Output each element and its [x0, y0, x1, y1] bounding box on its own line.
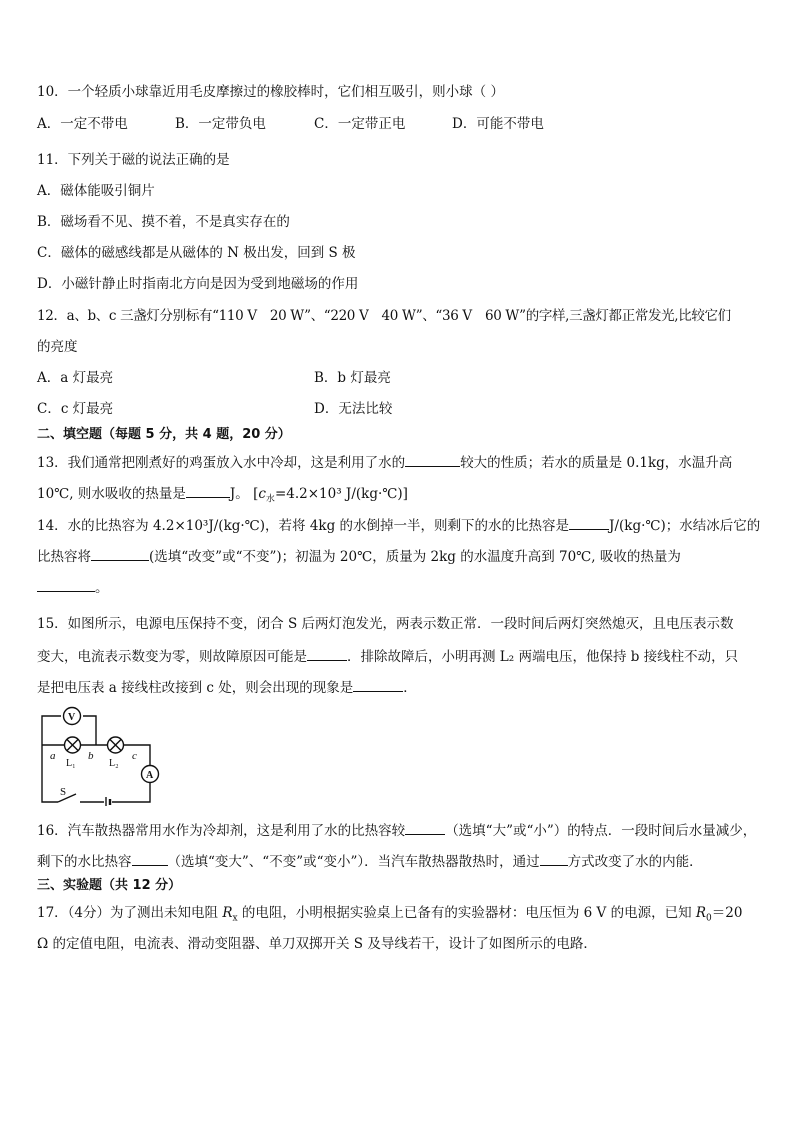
q15-blank-1[interactable]	[307, 646, 347, 661]
terminal-c-label: c	[132, 750, 137, 762]
q14-text-1: 14．水的比热容为 4.2×10³J/(kg·℃)，若将 4kg 的水倒掉一半，则剩下的水的比热容是	[37, 518, 570, 534]
lamp-l1-label: L₁	[66, 758, 76, 769]
right-wire-bottom	[112, 783, 150, 802]
q15-circuit-diagram	[36, 706, 166, 806]
q15-text-2: ．排除故障后，小明再测 L₂ 两端电压，他保持 b 接线柱不动，只	[347, 649, 739, 665]
q17-text-3: ＝20	[711, 905, 743, 921]
q16-blank-3[interactable]	[540, 851, 568, 866]
q11-stem: 11．下列关于磁的说法正确的是	[37, 152, 230, 168]
q11-option-d: D．小磁针静止时指南北方向是因为受到地磁场的作用	[37, 276, 359, 292]
q17-text-1: 17．（4分）为了测出未知电阻	[37, 905, 223, 921]
q10-option-a: A．一定不带电	[37, 116, 128, 132]
q12-option-c: C．c 灯最亮	[37, 401, 114, 417]
q13-text-5: =4.2×10³ J/(kg·℃)]	[274, 486, 408, 502]
q15-blank-2[interactable]	[353, 677, 403, 692]
q14-text-2: J/(kg·℃)；水结冰后它的	[609, 518, 761, 534]
q13-text-3: 10℃, 则水吸收的热量是	[37, 486, 186, 502]
q14-blank-2[interactable]	[91, 546, 149, 561]
q14-line1	[37, 515, 760, 535]
right-wire-top	[124, 745, 150, 765]
q16-text-5: 方式改变了水的内能．	[567, 854, 703, 870]
q14-text-3: 比热容将	[37, 549, 91, 565]
q17-line2: Ω 的定值电阻，电流表、滑动变阻器、单刀双掷开关 S 及导线若干，设计了如图所示的电路．	[37, 936, 597, 952]
q15-line3	[37, 677, 417, 697]
q11-option-a: A．磁体能吸引铜片	[37, 183, 155, 199]
q14-text-4: (选填“改变”或“不变”)；初温为 20℃，质量为 2kg 的水温度升高到 70℃, 吸收的热量为	[149, 549, 681, 565]
q15-text-1: 变大，电流表示数变为零，则故障原因可能是	[37, 649, 307, 665]
q13-c-symbol: c	[258, 486, 266, 502]
q16-text-3: 剩下的水比热容	[37, 854, 132, 870]
q15-text-4: ．	[403, 680, 417, 696]
q17-line1	[37, 904, 742, 928]
lamp-l2-label: L₂	[109, 758, 119, 769]
q17-rx-symbol: R	[222, 905, 233, 921]
section-3-heading: 三、实验题（共 12 分）	[37, 878, 182, 893]
section-2-heading: 二、填空题（每题 5 分，共 4 题，20 分）	[37, 427, 291, 442]
q14-blank-1[interactable]	[569, 515, 609, 530]
q17-r0-sub: 0	[706, 913, 712, 924]
voltmeter-right-wire	[83, 716, 96, 745]
q12-option-b: B．b 灯最亮	[314, 370, 391, 386]
q16-text-1: 16．汽车散热器常用水作为冷却剂，这是利用了水的比热容较	[37, 823, 406, 839]
q11-option-b: B．磁场看不见、摸不着，不是真实存在的	[37, 214, 290, 230]
q12-option-a: A．a 灯最亮	[37, 370, 114, 386]
q16-text-2: （选填“大”或“小”）的特点．一段时间后水量减少，	[445, 823, 757, 839]
q16-text-4: （选填“变大”、“不变”或“变小”）．当汽车散热器散热时，通过	[167, 854, 540, 870]
q10-option-c: C．一定带正电	[314, 116, 406, 132]
q15-text-3: 是把电压表 a 接线柱改接到 c 处，则会出现的现象是	[37, 680, 354, 696]
q13-water-sub: 水	[265, 494, 275, 505]
q14-blank-3[interactable]	[37, 577, 95, 592]
q17-r0-symbol: R	[695, 905, 707, 921]
q16-line1	[37, 820, 756, 840]
q16-line2	[37, 851, 703, 871]
q10-stem: 10．一个轻质小球靠近用毛皮摩擦过的橡胶棒时，它们相互吸引，则小球（ ）	[37, 84, 504, 100]
voltmeter-label: V	[68, 712, 76, 723]
ammeter-label: A	[146, 770, 154, 781]
q13-blank-2[interactable]	[186, 483, 230, 498]
q11-option-c: C．磁体的磁感线都是从磁体的 N 极出发，回到 S 极	[37, 245, 356, 261]
q12-stem-line1: 12．a、b、c 三盏灯分别标有“110 V 20 W”、“220 V 40 W”、“36 V 60 W”的字样,三盏灯都正常发光,比较它们	[37, 308, 731, 324]
q13-text-2: 较大的性质；若水的质量是 0.1kg，水温升高	[460, 455, 733, 471]
terminal-b-label: b	[88, 750, 94, 762]
q12-option-d: D．无法比较	[314, 401, 393, 417]
q14-text-5: 。	[95, 580, 109, 596]
q15-line2	[37, 646, 738, 666]
switch-label: S	[60, 786, 67, 798]
q10-option-d: D．可能不带电	[452, 116, 544, 132]
q13-text-4: J。 [	[229, 486, 259, 502]
q13-line1	[37, 452, 732, 472]
q13-text-1: 13．我们通常把刚煮好的鸡蛋放入水中冷却，这是利用了水的	[37, 455, 406, 471]
q12-stem-line2: 的亮度	[37, 339, 78, 355]
terminal-a-label: a	[50, 750, 56, 762]
q16-blank-2[interactable]	[132, 851, 168, 866]
q16-blank-1[interactable]	[405, 820, 445, 835]
q15-line1: 15．如图所示，电源电压保持不变，闭合 S 后两灯泡发光，两表示数正常．一段时间后两灯突然熄灭，且电压表示数	[37, 616, 734, 632]
q13-line2	[37, 483, 408, 509]
q10-option-b: B．一定带负电	[175, 116, 266, 132]
q17-rx-sub: x	[232, 913, 238, 924]
q14-line2	[37, 546, 681, 566]
q13-blank-1[interactable]	[405, 452, 460, 467]
q17-text-2: 的电阻，小明根据实验桌上已备有的实验器材：电压恒为 6 V 的电源，已知	[237, 905, 696, 921]
q14-line3	[37, 577, 109, 597]
voltmeter-left-wire	[42, 716, 61, 745]
